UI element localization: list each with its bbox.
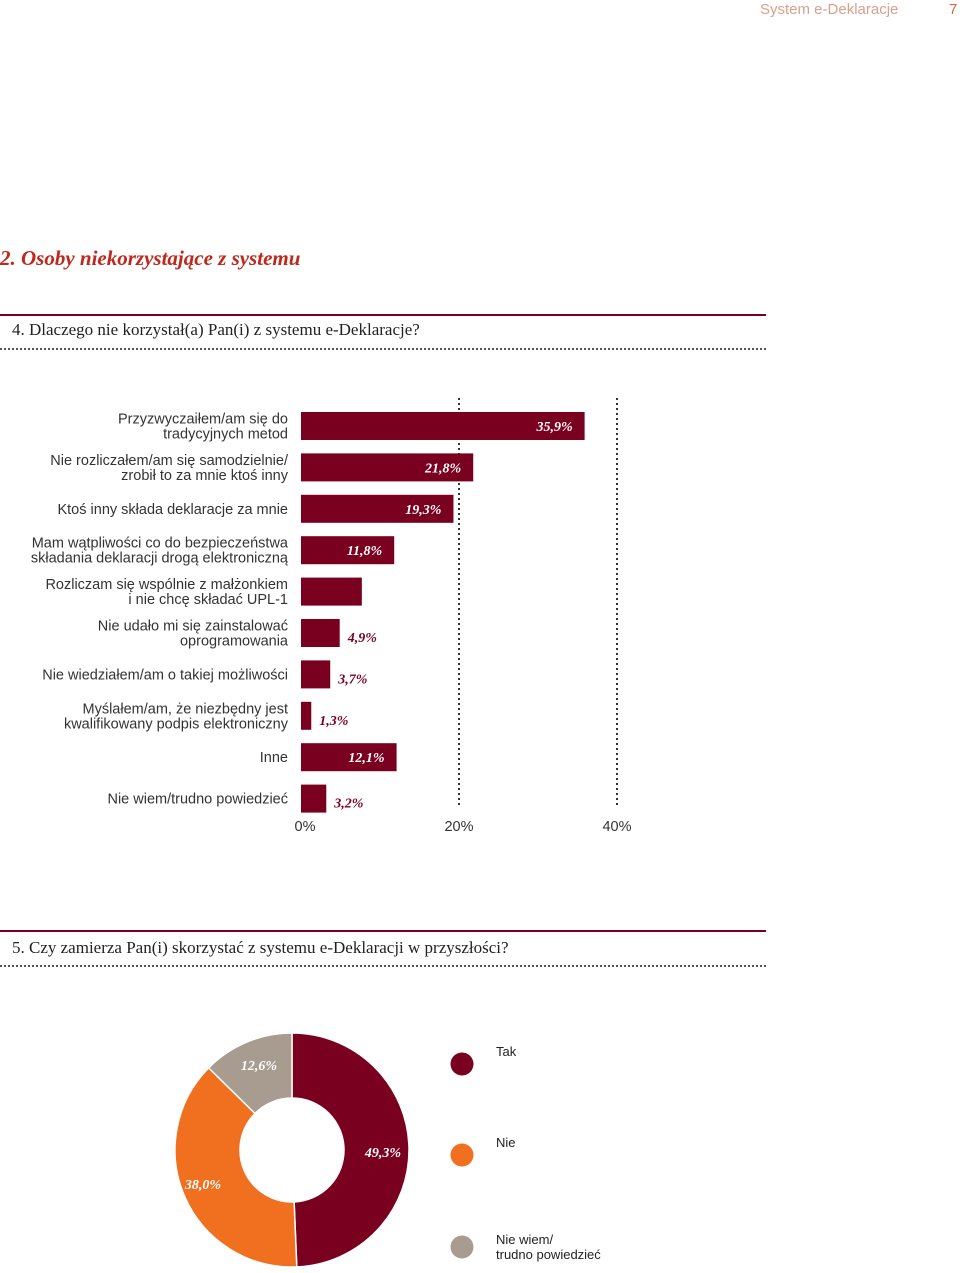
category-label: Przyzwyczaiłem/am się do tradycyjnych metod (117, 411, 288, 443)
value-label: 1,3% (319, 713, 349, 729)
value-label: 19,3% (405, 502, 442, 518)
legend-label: Tak (496, 1044, 517, 1059)
category-label: Myślałem/am, że niezbędny jest kwalifikowany podpis elektroniczny (63, 701, 288, 733)
donut-chart (0, 973, 960, 1273)
dotted-divider (0, 348, 766, 350)
category-label: Nie wiedziałem/am o takiej możliwości (42, 667, 288, 684)
value-label: 3,2% (334, 796, 364, 812)
header-title: System e-Deklaracje (760, 1, 899, 18)
x-tick-label: 40% (602, 819, 632, 835)
bar (301, 785, 326, 813)
category-label: Nie rozliczałem/am się samodzielnie/ zrobił to za mnie ktoś inny (50, 452, 288, 484)
value-label: 35,9% (536, 420, 573, 435)
category-label: Nie wiem/trudno powiedzieć (107, 791, 288, 808)
dotted-divider (0, 965, 766, 967)
category-label: Mam wątpliwości co do bezpieczeństwa składania deklaracji drogą elektroniczną (30, 535, 288, 567)
x-tick-label: 0% (294, 819, 316, 835)
question-4-title: 4. Dlaczego nie korzystał(a) Pan(i) z systemu e-Deklaracje? (0, 314, 766, 344)
category-label: Rozliczam się wspólnie z małżonkiem i nie chcę składać UPL-1 (45, 577, 288, 609)
page-header (0, 0, 960, 22)
question-5-title: 5. Czy zamierza Pan(i) skorzystać z systemu e-Deklaracji w przyszłości? (0, 930, 766, 962)
bar (301, 702, 311, 730)
legend-marker (451, 1236, 474, 1259)
legend-marker (451, 1053, 474, 1076)
value-label: 11,8% (346, 544, 383, 560)
bar (301, 660, 330, 688)
value-label: 12,1% (348, 751, 385, 767)
legend-marker (451, 1144, 474, 1167)
slice-value-label: 49,3% (364, 1146, 402, 1161)
section-title: 2. Osoby niekorzystające z systemu (0, 246, 301, 270)
value-label: 21,8% (425, 461, 462, 477)
legend-label: Nie wiem/ trudno powiedzieć (496, 1232, 601, 1262)
category-label: Nie udało mi się zainstalować oprogramowania (97, 618, 288, 650)
x-tick-label: 20% (444, 819, 474, 835)
slice-value-label: 12,6% (240, 1059, 278, 1074)
bar-chart (0, 380, 960, 880)
value-label: 7,7% (326, 585, 356, 601)
bar (301, 619, 340, 647)
page-number: 7 (949, 1, 958, 18)
category-label: Inne (259, 750, 288, 767)
category-label: Ktoś inny składa deklaracje za mnie (57, 501, 288, 518)
legend-label: Nie (496, 1135, 516, 1150)
slice-value-label: 38,0% (184, 1178, 222, 1193)
value-label: 3,7% (338, 672, 368, 688)
value-label: 4,9% (347, 631, 377, 646)
